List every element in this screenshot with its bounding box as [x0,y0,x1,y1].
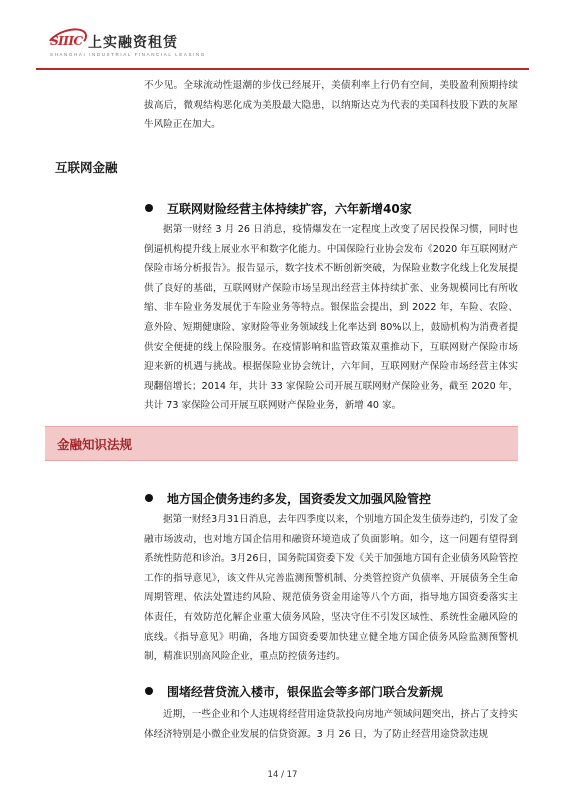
header-divider [36,68,529,70]
page-number: 14 / 17 [267,770,298,780]
bullet-title: 围堵经营贷流入楼市，银保监会等多部门联合发新规 [167,685,444,699]
bullet-title: 互联网财险经营主体持续扩容，六年新增40家 [167,202,412,216]
bullet-dot-icon [145,204,153,212]
company-english-name: SHANGHAI INDUSTRIAL FINANCIAL LEASING [50,52,206,57]
business-loan-paragraph: 近期，一些企业和个人违规将经营用途贷款投向房地产领域问题突出，挤占了支持实体经济特别是小微企业发展的信贷资源。3 月 26 日，为了防止经营用途贷款违规 [144,709,518,740]
bullet-dot-icon [145,687,153,695]
page-header [36,28,536,68]
bullet-heading-local-soe-debt [145,490,431,507]
company-name: 上实融资租赁 [88,36,178,51]
company-logo: SIIIC [50,34,83,48]
section-title-finance-law: 金融知识法规 [57,437,133,452]
local-soe-debt-paragraph: 据第一财经3月31日消息，去年四季度以来，个别地方国企发生债券违约，引发了金融市场波动，也对地方国企信用和融资环境造成了负面影响。如今，这一问题有望得到系统性防范和诊治。3月26日，国务院国资委下发《关于加强地方国有企业债务风险管控工作的指导意见》，该文件从完善监测预警机制、分类管控资产负债率、开展债务全生命周期管理、依法处置违约风险、规范债务资金用途等八个方面，指导地方国资委落实主体责任，有效防范化解企业重大债务风险，坚决守住不引发区域性、系统性金融风险的底线。《指导意见》明确，各地方国资委要加快建立健全地方国企债务风险监测预警机制，精准识别高风险企业，重点防控债务违约。 [144,514,518,663]
intro-paragraph: 不少见。全球流动性退潮的步伐已经展开，美债利率上行仍有空间，美股盈利预期持续拔高后，微观结构恶化成为美股最大隐患，以纳斯达克为代表的美国科技股下跌的灰犀牛风险正在加大。 [144,80,518,131]
bullet-heading-internet-insurance [145,200,412,217]
bullet-heading-business-loan [145,683,443,700]
section-band-finance-law [45,426,518,461]
section-title-internet-finance: 互联网金融 [55,160,118,175]
internet-insurance-paragraph: 据第一财经 3 月 26 日消息，疫情爆发在一定程度上改变了居民投保习惯，同时也倒逼机构提升线上展业水平和数字化能力。中国保险行业协会发布《2020 年互联网财产保险市场分析报告》。报告显示，数字技术不断创新突破，为保险业数字化线上化发展提供了良好的基础，互联网财产保险市场呈现出经营主体持续扩张、业务规模同比有所收缩、非车险业务发展优于车险业务等特点。银保监会提出，到 2022 年，车险、农险、意外险、短期健康险、家财险等业务领域线上化率达到 80%以上，鼓励机构为消费者提供安全便捷的线上保险服务。在疫情影响和监管政策双重推动下，互联网财产保险市场迎来新的机遇与挑战。根据保险业协会统计，六年间，互联网财产保险市场经营主体实现翻倍增长；2014 年，共计 33 家保险公司开展互联网财产保险业务，截至 2020 年，共计 73 家保险公司开展互联网财产保险业务，新增 40 家。 [144,224,518,412]
bullet-dot-icon [145,494,153,502]
bullet-title: 地方国企债务违约多发，国资委发文加强风险管控 [167,492,432,506]
